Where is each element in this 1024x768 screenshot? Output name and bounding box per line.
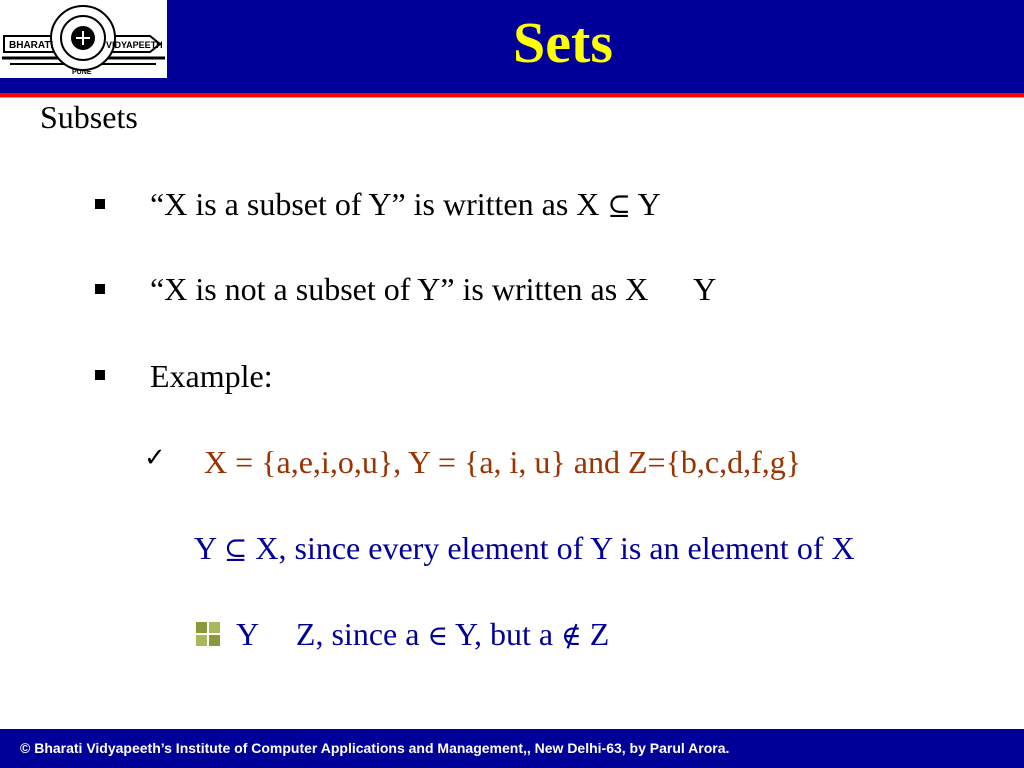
checkmark-icon: ✓: [144, 443, 166, 473]
header-bar: [0, 0, 1024, 93]
bullet-text-end: Y: [637, 186, 661, 222]
example-sets-line: X = {a,e,i,o,u}, Y = {a, i, u} and Z={b,c,d,f,g}: [204, 444, 802, 480]
example-explanation: X, since every element of Y is an element of X: [255, 530, 855, 566]
logo-bottom-text: PUNE: [72, 69, 92, 76]
example-y: Y: [236, 616, 258, 652]
bullet-item-subset: [150, 184, 661, 226]
grid-squares-icon: [196, 622, 220, 646]
bullet-item-not-subset: [150, 269, 716, 309]
bullet-item-example: [150, 356, 273, 396]
bullet-text-end: Y: [693, 271, 717, 307]
element-of-symbol: ∈: [427, 619, 449, 652]
example-not-subset-line: [236, 614, 609, 656]
header-divider-shadow: [0, 97, 1024, 98]
example-text: Z, since a: [295, 616, 420, 652]
bullet-text: Example:: [150, 358, 273, 394]
bullet-text: “X is not a subset of Y” is written as X: [150, 271, 649, 307]
subset-symbol: ⊆: [223, 533, 248, 566]
footer-bar: [0, 729, 1024, 768]
square-bullet-icon: [95, 370, 105, 380]
not-element-of-symbol: ∉: [561, 619, 582, 652]
example-text-end: Z: [589, 616, 610, 652]
example-text: Y, but a: [454, 616, 554, 652]
footer-credit: © Bharati Vidyapeeth’s Institute of Computer Applications and Management,, New Delhi-63, by Parul Arora.: [20, 740, 730, 756]
square-bullet-icon: [95, 284, 105, 294]
logo-right-text: VIDYAPEETH: [106, 40, 163, 50]
bullet-text: “X is a subset of Y” is written as X: [150, 186, 600, 222]
subset-symbol: ⊆: [607, 189, 631, 222]
logo-left-text: BHARATI: [9, 40, 54, 51]
example-y: Y: [194, 530, 216, 566]
slide-title: Sets: [513, 10, 613, 75]
example-subset-line: [194, 528, 855, 570]
square-bullet-icon: [95, 199, 105, 209]
slide-subtitle: Subsets: [40, 99, 138, 135]
